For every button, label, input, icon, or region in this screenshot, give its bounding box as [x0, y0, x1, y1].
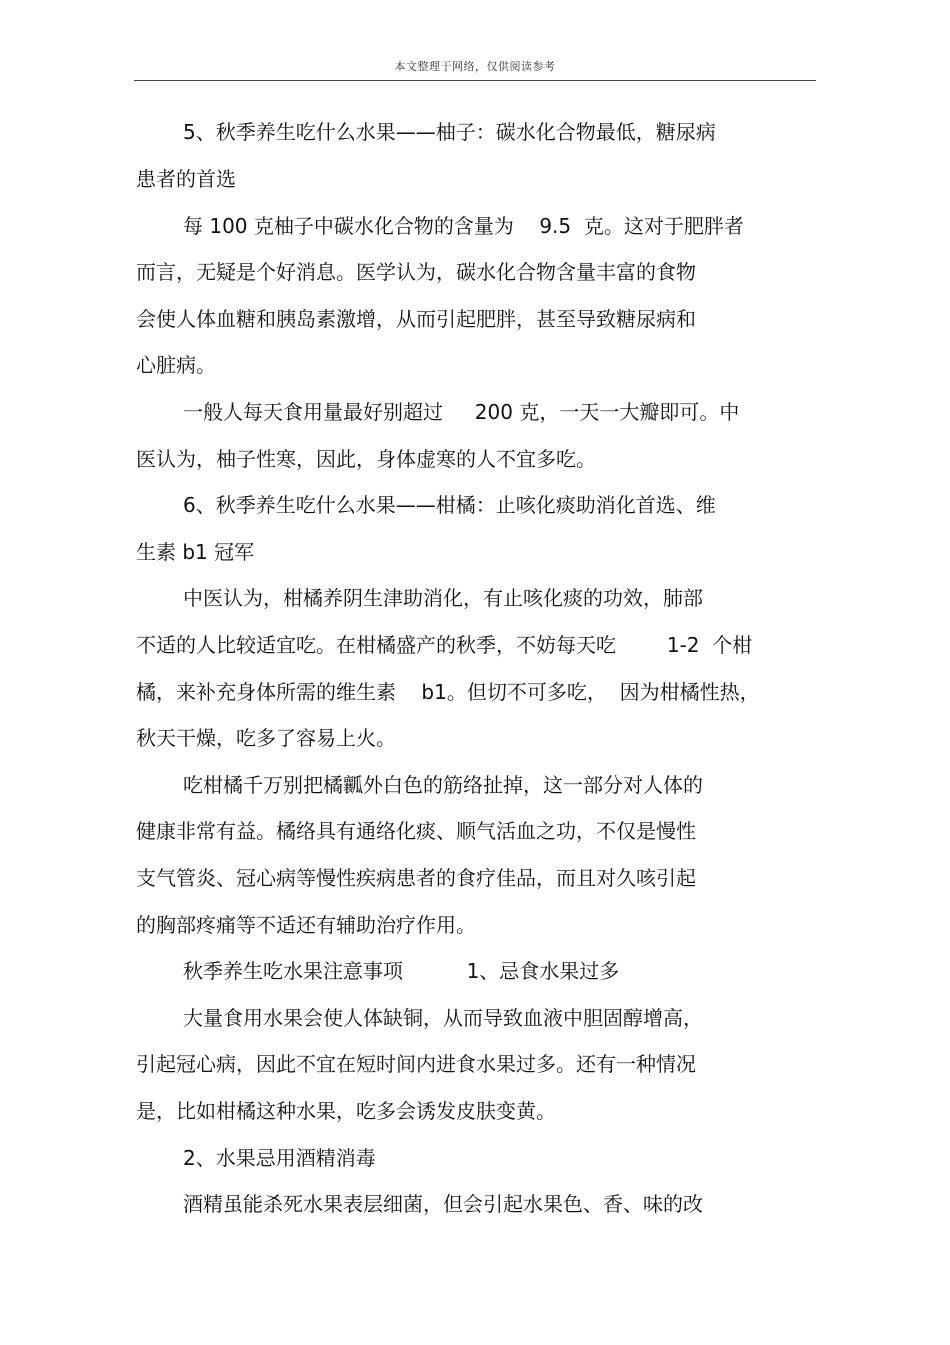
- text-line: 会使人体血糖和胰岛素激增，从而引起肥胖，甚至导致糖尿病和: [136, 307, 696, 331]
- text-line: 医认为，柚子性寒，因此，身体虚寒的人不宜多吃。: [136, 447, 596, 471]
- text-line: 吃柑橘千万别把橘瓤外白色的筋络扯掉，这一部分对人体的: [183, 773, 703, 797]
- page-header-note: 本文整理于网络，仅供阅读参考: [394, 60, 556, 73]
- text-line: 支气管炎、冠心病等慢性疾病患者的食疗佳品，而且对久咳引起: [136, 866, 696, 890]
- text-line: 患者的首选: [136, 167, 236, 191]
- text-line: 每 100 克柚子中碳水化合物的含量为 9.5 克。这对于肥胖者: [183, 214, 744, 238]
- text-line: 是，比如柑橘这种水果，吃多会诱发皮肤变黄。: [136, 1099, 556, 1123]
- text-line: 的胸部疼痛等不适还有辅助治疗作用。: [136, 913, 476, 937]
- text-line: 大量食用水果会使人体缺铜，从而导致血液中胆固醇增高，: [183, 1006, 703, 1030]
- text-line: 秋季养生吃水果注意事项 1、忌食水果过多: [183, 959, 620, 983]
- text-line: 6、秋季养生吃什么水果——柑橘：止咳化痰助消化首选、维: [183, 493, 716, 517]
- text-line: 橘，来补充身体所需的维生素 b1。但切不可多吃， 因为柑橘性热，: [136, 680, 760, 704]
- text-line: 秋天干燥，吃多了容易上火。: [136, 726, 396, 750]
- text-line: 心脏病。: [136, 353, 216, 377]
- text-line: 一般人每天食用量最好别超过 200 克，一天一大瓣即可。中: [183, 400, 740, 424]
- text-line: 中医认为，柑橘养阴生津助消化，有止咳化痰的功效，肺部: [183, 586, 703, 610]
- text-line: 健康非常有益。橘络具有通络化痰、顺气活血之功，不仅是慢性: [136, 819, 696, 843]
- header-divider: [134, 80, 816, 81]
- text-line: 而言，无疑是个好消息。医学认为，碳水化合物含量丰富的食物: [136, 260, 696, 284]
- text-line: 酒精虽能杀死水果表层细菌，但会引起水果色、香、味的改: [183, 1192, 703, 1216]
- text-line: 5、秋季养生吃什么水果——柚子：碳水化合物最低，糖尿病: [183, 120, 716, 144]
- text-line: 不适的人比较适宜吃。在柑橘盛产的秋季，不妨每天吃 1-2 个柑: [136, 633, 753, 657]
- text-line: 生素 b1 冠军: [136, 540, 255, 564]
- text-line: 2、水果忌用酒精消毒: [183, 1146, 376, 1170]
- text-line: 引起冠心病，因此不宜在短时间内进食水果过多。还有一种情况: [136, 1052, 696, 1076]
